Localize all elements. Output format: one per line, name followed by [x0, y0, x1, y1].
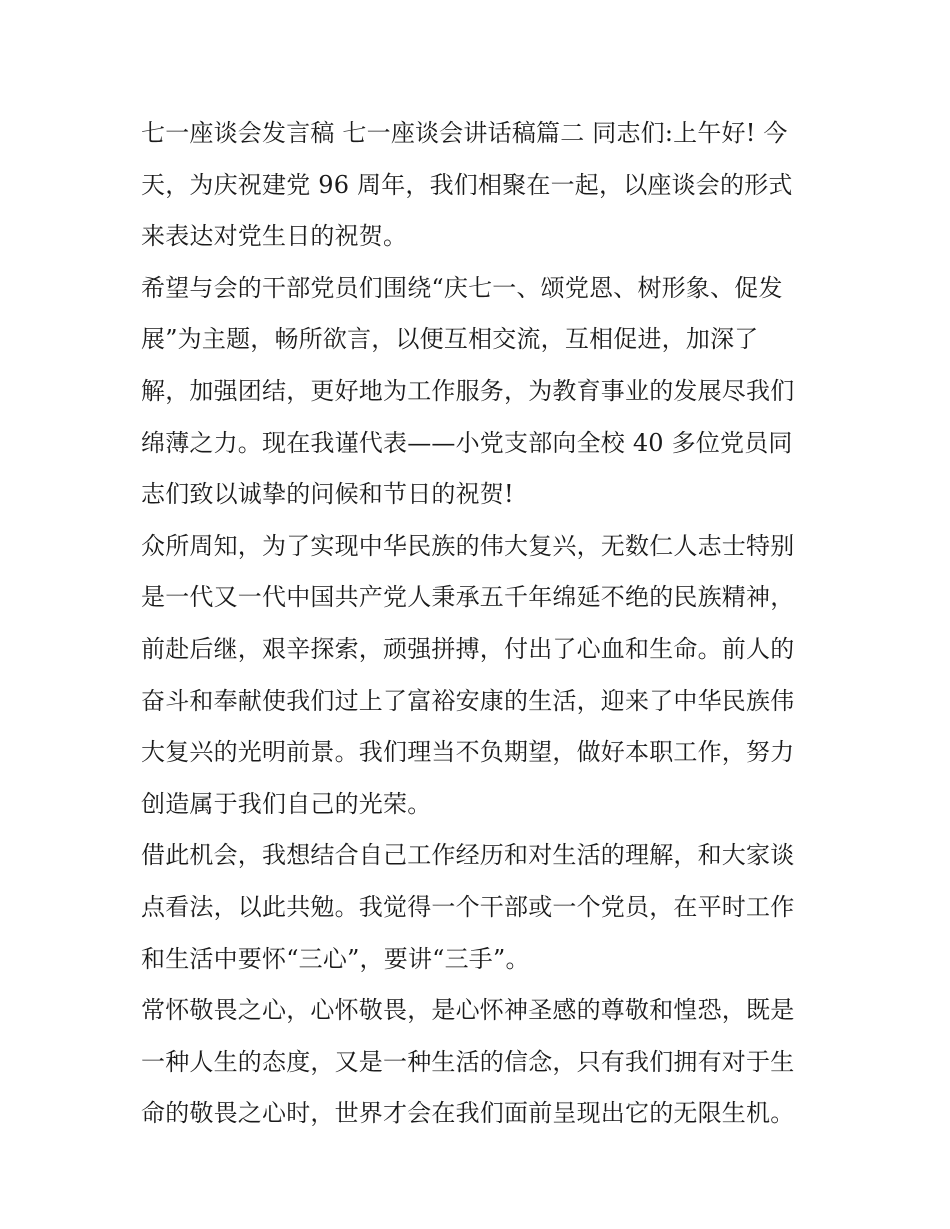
text-line: 解，加强团结，更好地为工作服务，为教育事业的发展尽我们: [141, 376, 795, 405]
text-line: 来表达对党生日的祝贺。: [141, 222, 408, 251]
text-line: 和生活中要怀“三心”，要讲“三手”。: [141, 944, 530, 973]
text-line: 常怀敬畏之心，心怀敬畏，是心怀神圣感的尊敬和惶恐，既是: [141, 996, 795, 1025]
text-line: 大复兴的光明前景。我们理当不负期望，做好本职工作，努力: [141, 738, 795, 767]
text-line: 创造属于我们自己的光荣。: [141, 789, 432, 818]
text-line: 众所周知，为了实现中华民族的伟大复兴，无数仁人志士特别: [141, 531, 795, 560]
text-line: 一种人生的态度，又是一种生活的信念，只有我们拥有对于生: [141, 1047, 795, 1076]
text-line: 前赴后继，艰辛探索，顽强拼搏，付出了心血和生命。前人的: [141, 634, 795, 663]
text-line: 点看法，以此共勉。我觉得一个干部或一个党员，在平时工作: [141, 892, 795, 921]
text-line: 七一座谈会发言稿 七一座谈会讲话稿篇二 同志们:上午好! 今: [141, 119, 788, 147]
document-body: [141, 108, 821, 1140]
text-line: 展”为主题，畅所欲言，以便互相交流，互相促进，加深了: [141, 325, 759, 354]
text-line: 天，为庆祝建党 96 周年，我们相聚在一起，以座谈会的形式: [141, 170, 793, 199]
text-line: 绵薄之力。现在我谨代表——小党支部向全校 40 多位党员同: [141, 428, 793, 457]
text-line: 借此机会，我想结合自己工作经历和对生活的理解，和大家谈: [141, 841, 795, 870]
text-line: 是一代又一代中国共产党人秉承五千年绵延不绝的民族精神，: [141, 583, 795, 612]
text-line: 志们致以诚挚的问候和节日的祝贺!: [141, 480, 514, 509]
text-line: 希望与会的干部党员们围绕“庆七一、颂党恩、树形象、促发: [141, 273, 783, 302]
text-line: 奋斗和奉献使我们过上了富裕安康的生活，迎来了中华民族伟: [141, 686, 795, 715]
text-line: 命的敬畏之心时，世界才会在我们面前呈现出它的无限生机。: [141, 1099, 795, 1128]
